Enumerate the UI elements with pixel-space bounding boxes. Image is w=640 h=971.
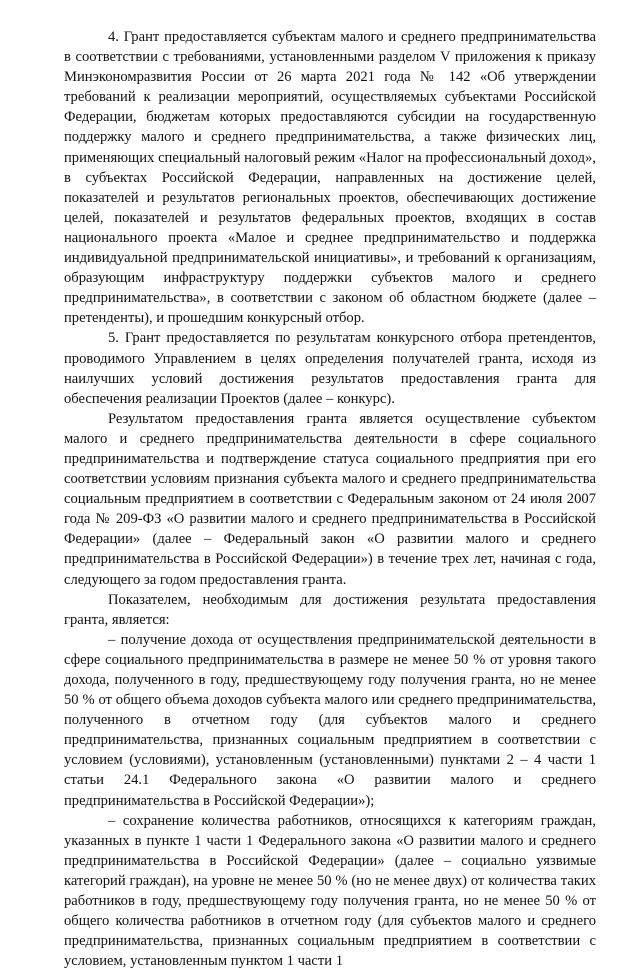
paragraph-item-4: 4. Грант предоставляется субъектам малого и среднего предпринимательства в соответствии с требованиями, установленными разделом V приложения к приказу Минэкономразвития России от 26 марта 2021 года № 142 «Об утверждении требований к реализации мероприятий, осуществляемых субъектами Российской Федерации, бюджетам которых предоставляются субсидии на государственную поддержку малого и среднего предпринимательства, а также физических лиц, применяющих специальный налоговый режим «Налог на профессиональный доход», в субъектах Российской Федерации, направленных на достижение целей, показателей и результатов региональных проектов, обеспечивающих достижение целей, показателей и результатов федеральных проектов, входящих в состав национального проекта «Малое и среднее предпринимательство и поддержка индивидуальной предпринимательской инициативы», и требований к организациям, образующим инфраструктуру поддержки субъектов малого и среднего предпринимательства», в соответствии с законом об областном бюджете (далее – претенденты), и прошедшим конкурсный отбор. (64, 29, 596, 327)
document-page (64, 27, 596, 971)
paragraph-indicator-intro: Показателем, необходимым для достижения результата предоставления гранта, является: (64, 591, 596, 628)
paragraph-indicator-income: – получение дохода от осуществления предпринимательской деятельности в сфере социального предпринимательства в размере не менее 50 % от уровня такого дохода, полученного в году, предшествующему году получения гранта, но не менее 50 % от общего объема доходов субъекта малого или среднего предпринимательства, полученного в отчетном году (для субъектов малого и среднего предпринимательства, признанных социальным предприятием в соответствии с условием (условиями), установленным (установленными) пунктами 2 – 4 части 1 статьи 24.1 Федерального закона «О развитии малого и среднего предпринимательства в Российской Федерации»); (64, 631, 596, 809)
paragraph-indicator-employees: – сохранение количества работников, относящихся к категориям граждан, указанных в пункте 1 части 1 Федерального закона «О развитии малого и среднего предпринимательства в Российской Федерации» (далее – социально уязвимые категорий граждан), на уровне не менее 50 % (но не менее двух) от количества таких работников в году, предшествующему году получения гранта, но не менее 50 % от общего количества работников в отчетном году (для субъектов малого и среднего предпринимательства, признанных социальным предприятием в соответствии с условием, установленным пунктом 1 части 1 (64, 812, 596, 970)
paragraph-grant-result: Результатом предоставления гранта является осуществление субъектом малого и среднего предпринимательства деятельности в сфере социального предпринимательства и подтверждение статуса социального предприятия при его соответствии условиям признания субъекта малого и среднего предпринимательства социальным предприятием в соответствии с Федеральным законом от 24 июля 2007 года № 209-ФЗ «О развитии малого и среднего предпринимательства в Российской Федерации» (далее – Федеральный закон «О развитии малого и среднего предпринимательства в Российской Федерации») в течение трех лет, начиная с года, следующего за годом предоставления гранта. (64, 410, 596, 588)
paragraph-item-5: 5. Грант предоставляется по результатам конкурсного отбора претендентов, проводимого Управлением в целях определения получателей гранта, исходя из наилучших условий достижения результатов предоставления гранта для обеспечения реализации Проектов (далее – конкурс). (64, 330, 596, 407)
